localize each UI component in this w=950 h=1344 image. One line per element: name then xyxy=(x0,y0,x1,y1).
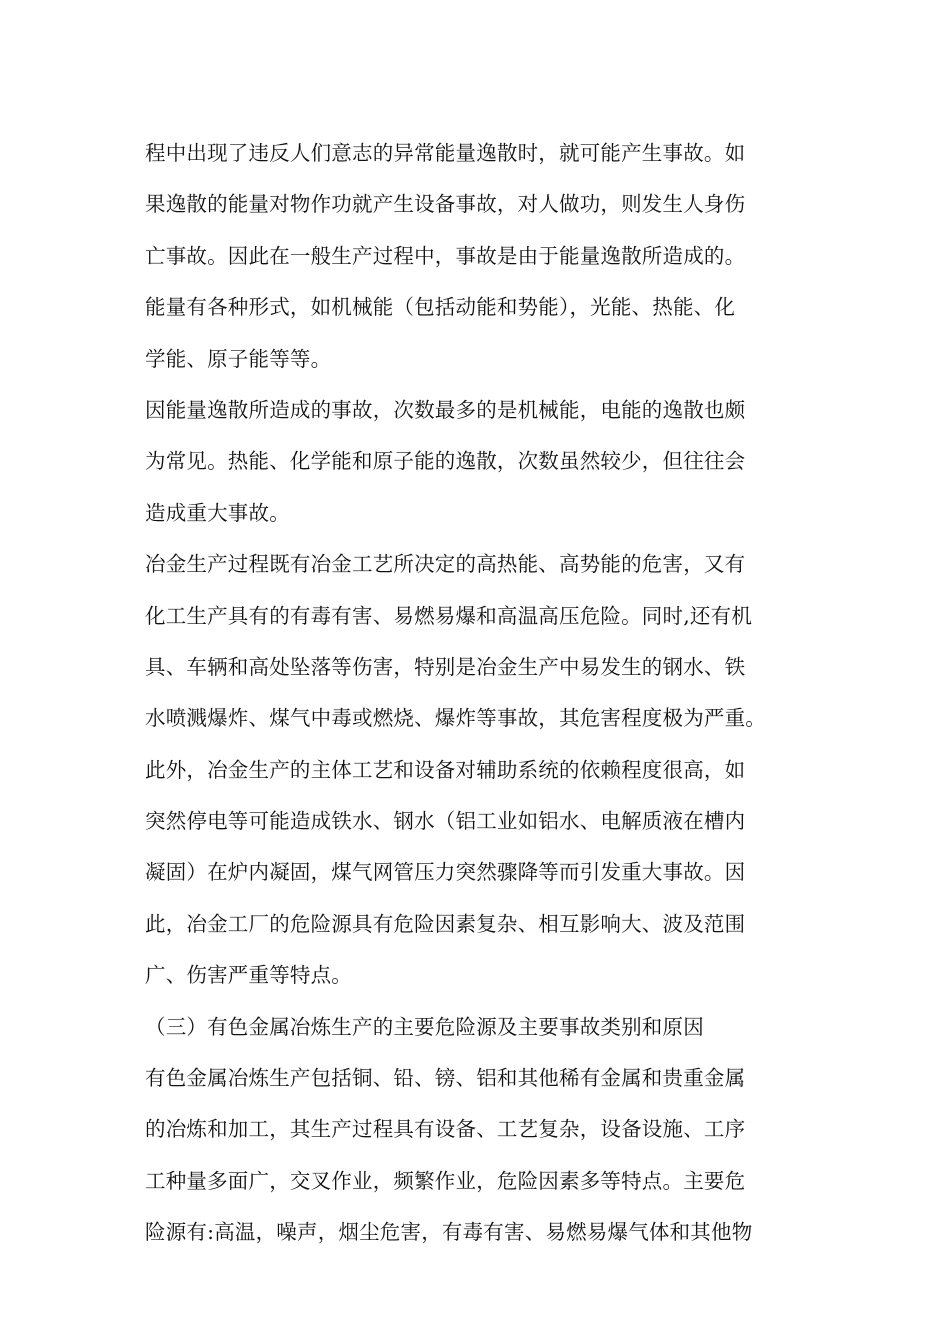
text-line: 突然停电等可能造成铁水、钢水（铝工业如铝水、电解质液在槽内 xyxy=(145,809,746,834)
text-line: 工种量多面广，交叉作业，频繁作业，危险因素多等特点。主要危 xyxy=(145,1168,746,1193)
text-line: 因能量逸散所造成的事故，次数最多的是机械能，电能的逸散也颇 xyxy=(145,397,746,422)
text-line: 险源有:高温，噪声，烟尘危害，有毒有害、易燃易爆气体和其他物 xyxy=(145,1220,753,1245)
text-line: 的冶炼和加工，其生产过程具有设备、工艺复杂，设备设施、工序 xyxy=(145,1117,746,1142)
text-line: 造成重大事故。 xyxy=(145,500,290,525)
text-line: 此，冶金工厂的危险源具有危险因素复杂、相互影响大、波及范围 xyxy=(145,911,746,936)
text-line: 亡事故。因此在一般生产过程中，事故是由于能量逸散所造成的。 xyxy=(145,243,746,268)
text-line: 具、车辆和高处坠落等伤害，特别是冶金生产中易发生的钢水、铁 xyxy=(145,654,746,679)
text-line: 学能、原子能等等。 xyxy=(145,346,332,371)
text-line: 有色金属冶炼生产包括铜、铅、镑、铝和其他稀有金属和贵重金属 xyxy=(145,1066,746,1091)
text-line: 果逸散的能量对物作功就产生设备事故，对人做功，则发生人身伤 xyxy=(145,192,746,217)
text-line: 此外，冶金生产的主体工艺和设备对辅助系统的依赖程度很高，如 xyxy=(145,757,746,782)
text-line: 广、伤害严重等特点。 xyxy=(145,963,352,988)
document-body xyxy=(145,128,815,1259)
text-line: 程中出现了违反人们意志的异常能量逸散时，就可能产生事故。如 xyxy=(145,141,746,165)
text-line: 冶金生产过程既有冶金工艺所决定的高热能、高势能的危害，又有 xyxy=(145,552,746,577)
text-line: 水喷溅爆炸、煤气中毒或燃烧、爆炸等事故，其危害程度极为严重。 xyxy=(145,706,766,731)
text-line: 为常见。热能、化学能和原子能的逸散，次数虽然较少，但往往会 xyxy=(145,449,746,474)
text-line: 凝固）在炉内凝固，煤气网管压力突然骤降等而引发重大事故。因 xyxy=(145,860,746,885)
section-heading: （三）有色金属冶炼生产的主要危险源及主要事故类别和原因 xyxy=(145,1014,704,1039)
text-line: 能量有各种形式，如机械能（包括动能和势能），光能、热能、化 xyxy=(145,295,736,320)
text-line: 化工生产具有的有毒有害、易燃易爆和高温高压危险。同时,还有机 xyxy=(145,603,753,628)
